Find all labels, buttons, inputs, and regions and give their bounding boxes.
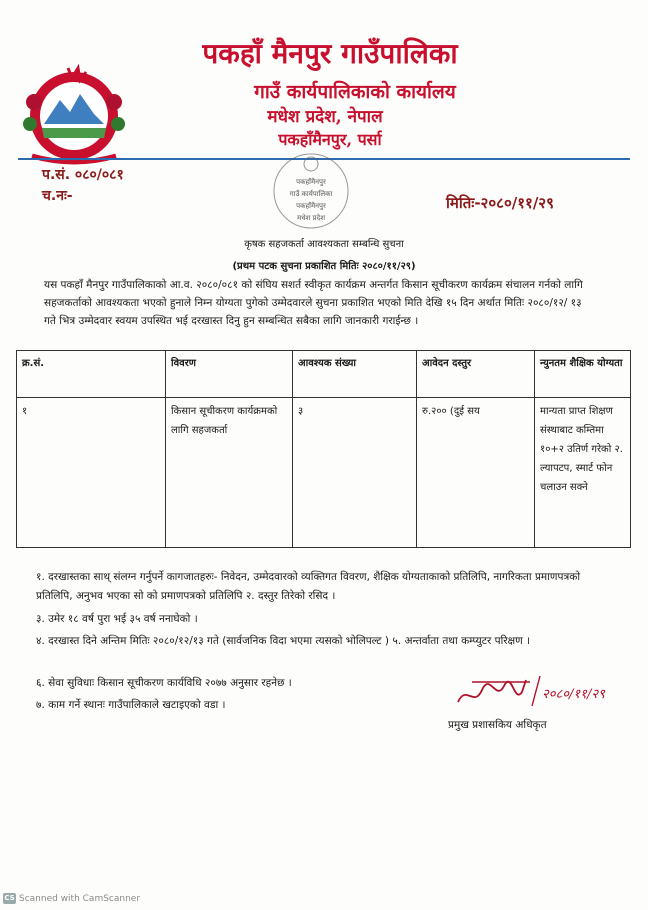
stamp-line-3: पकहाँमैनपुर xyxy=(296,202,326,210)
condition-item: ४. दरखास्त दिने अन्तिम मितिः २०८०/१२/१३ गते (सार्वजनिक विदा भएमा त्यसको भोलिपल्ट ) ५. अन्तर्वाता तथा कम्प्युटर परिक्षण । xyxy=(36,635,531,647)
handwritten-signature xyxy=(452,672,612,716)
column-header-required-count: आवश्यक संख्या xyxy=(293,351,417,398)
camscanner-logo-icon: CS xyxy=(4,894,15,902)
signatory-title: प्रमुख प्रशासकिय अधिकृत xyxy=(448,719,547,731)
reference-number: प.सं. ०८०/०८१ xyxy=(42,167,124,183)
condition-item: १. दरखास्तका साथ् संलग्न गर्नुपर्ने कागजातहरुः- निवेदन, उम्मेदवारको व्यक्तिगत विवरण, शैक्षिक योग्यताकाको प्रतिलिपि, नागरिकता प्रमाणपत्रको प्रतिलिपि, अनुभव भएका सो को प्रमाणपत्रको प्रतिलिपि २. दस्तुर तिरेको रसिद । xyxy=(36,571,581,602)
table-header-row xyxy=(17,351,631,398)
notice-subtitle: (प्रथम पटक सुचना प्रकाशित मितिः २०८०/११/२९) xyxy=(232,261,416,272)
stamp-line-2: गाउँ कार्यपालिका xyxy=(289,190,333,198)
notice-intro-paragraph: यस पकहाँ मैनपुर गाउँपालिकाको आ.व. २०८०/०८१ को संघिय सशर्त स्वीकृत कार्यक्रम अन्तर्गत किसान सूचीकरण कार्यक्रम संचालन गर्नको लागि सहजकर्ताको आवश्यकता भएको हुनाले निम्न योग्यता पुगेको उम्मेदवारले सुचना प्रकाशित भएको मिति देखि १५ दिन अर्थात मितिः २०८०/१२/ १३ गते भित्र उम्मेदवार स्वयम उपस्थित भई दरखास्त दिनु हुन सम्बन्धित सबैका लागि जानकारी गराईन्छ । xyxy=(44,279,583,327)
dispatch-number: च.नः- xyxy=(42,188,73,204)
scanner-watermark xyxy=(3,893,140,904)
condition-item: ६. सेवा सुविधाः किसान सूचीकरण कार्यविधि २०७७ अनुसार रहनेछ । xyxy=(36,677,292,689)
table-row xyxy=(17,398,631,548)
cell-qualification: मान्यता प्राप्त शिक्षण संस्थाबाट कम्तिमा १०+२ उतिर्ण गरेको २. ल्यापटप, स्मार्ट फोन चलाउन सक्ने xyxy=(535,398,631,548)
letter-date: मितिः-२०८०/११/२९ xyxy=(446,194,554,212)
cell-required-count: ३ xyxy=(293,398,417,548)
column-header-sn: क्र.सं. xyxy=(17,351,166,398)
stamp-line-1: पकहाँमैनपुर xyxy=(296,178,326,186)
condition-item: ३. उमेर १८ वर्ष पुरा भई ३५ वर्ष ननाघेको । xyxy=(36,613,198,625)
column-header-qualification: न्युनतम शैक्षिक योग्यता xyxy=(535,351,631,398)
municipality-title: पकहाँ मैनपुर गाउँपालिका xyxy=(202,37,458,70)
province-line: मधेश प्रदेश, नेपाल xyxy=(267,107,383,127)
stamp-line-4: मधेश प्रदेश xyxy=(297,214,325,222)
address-line: पकहाँमैनपुर, पर्सा xyxy=(278,130,382,149)
nepal-emblem-icon xyxy=(12,62,136,166)
signature-date: २०८०/११/२९ xyxy=(542,687,605,702)
vacancy-table xyxy=(16,350,631,548)
office-name: गाउँ कार्यपालिकाको कार्यालय xyxy=(254,81,456,103)
condition-item: ७. काम गर्ने स्थानः गाउँपालिकाले खटाइएको वडा । xyxy=(36,699,226,711)
office-stamp-icon xyxy=(270,150,352,232)
cell-application-fee: रु.२०० (दुई सय xyxy=(417,398,535,548)
notice-title: कृषक सहजकर्ता आवश्यकता सम्बन्धि सुचना xyxy=(244,239,404,250)
cell-sn: १ xyxy=(17,398,166,548)
column-header-application-fee: आवेदन दस्तुर xyxy=(417,351,535,398)
watermark-text: Scanned with CamScanner xyxy=(19,893,141,904)
cell-description: किसान सूचीकरण कार्यक्रमको लागि सहजकर्ता xyxy=(166,398,293,548)
column-header-description: विवरण xyxy=(166,351,293,398)
